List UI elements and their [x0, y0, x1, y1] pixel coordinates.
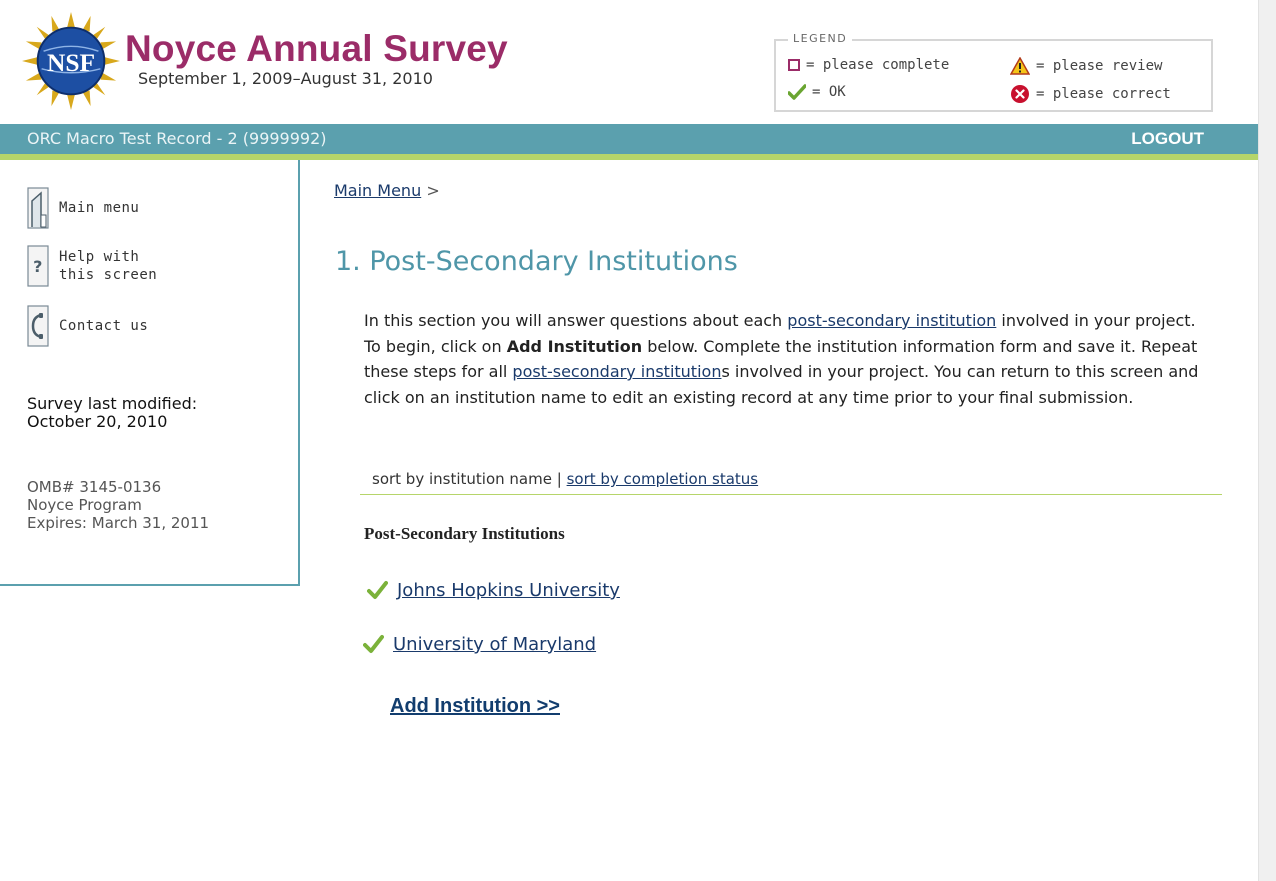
- site-title: Noyce Annual Survey: [125, 28, 508, 69]
- sidebar-item-main-menu[interactable]: [27, 187, 139, 229]
- sidebar-item-label: Contact us: [59, 318, 149, 334]
- home-door-icon: [27, 187, 49, 229]
- intro-text: In this section you will answer questions about each: [364, 311, 788, 330]
- record-bar: [0, 124, 1259, 160]
- checkmark-icon: [363, 634, 384, 655]
- sidebar-item-label: Help with: [59, 249, 140, 265]
- sidebar-item-help[interactable]: [27, 245, 157, 287]
- legend-label: = OK: [812, 84, 846, 100]
- record-title: ORC Macro Test Record - 2 (9999992): [27, 129, 327, 148]
- legend-item-review: [1010, 57, 1162, 75]
- page-title: 1. Post-Secondary Institutions: [335, 246, 738, 277]
- sort-options: [360, 470, 1222, 495]
- checkmark-icon: [788, 84, 806, 100]
- legend-label: = please correct: [1036, 86, 1171, 102]
- glossary-link-institution[interactable]: post-secondary institution: [787, 311, 997, 330]
- legend-label: = please review: [1036, 58, 1163, 74]
- institution-link[interactable]: University of Maryland: [393, 634, 597, 655]
- breadcrumb-main-menu-link[interactable]: Main Menu: [334, 181, 422, 200]
- error-icon: [1010, 84, 1030, 104]
- sidebar: [0, 160, 300, 586]
- intro-bold-text: Add Institution: [506, 336, 643, 356]
- legend-label: = please complete: [806, 57, 950, 73]
- legend-item-correct: [1010, 84, 1171, 104]
- expiration-date: Expires: March 31, 2011: [27, 514, 210, 532]
- sidebar-item-label: Main menu: [59, 200, 140, 216]
- svg-text:?: ?: [33, 257, 43, 276]
- intro-paragraph: [364, 308, 1212, 410]
- page-header: [0, 0, 1259, 124]
- logout-button[interactable]: LOGOUT: [1131, 129, 1204, 148]
- empty-box-icon: [788, 59, 800, 71]
- program-name: Noyce Program: [27, 496, 142, 514]
- sort-separator: |: [556, 470, 562, 488]
- warning-icon: [1010, 57, 1030, 75]
- breadcrumb-separator: >: [426, 181, 440, 200]
- legend-item-complete: [788, 57, 949, 73]
- sidebar-item-label: this screen: [59, 267, 158, 283]
- help-icon: [27, 245, 49, 287]
- institution-row: [363, 634, 596, 655]
- institution-row: [367, 580, 620, 601]
- institutions-heading: Post-Secondary Institutions: [364, 524, 565, 543]
- institution-link[interactable]: Johns Hopkins University: [397, 580, 620, 601]
- breadcrumb: [334, 181, 440, 200]
- omb-number: OMB# 3145-0136: [27, 478, 162, 496]
- glossary-link-institutions[interactable]: post-secondary institution: [512, 362, 722, 381]
- phone-icon: [27, 305, 49, 347]
- sidebar-item-label-group: [59, 248, 157, 284]
- checkmark-icon: [367, 580, 388, 601]
- nsf-logo: [22, 12, 120, 110]
- sidebar-item-contact[interactable]: [27, 305, 148, 347]
- survey-dates: September 1, 2009–August 31, 2010: [138, 69, 433, 88]
- add-institution-button[interactable]: Add Institution >>: [390, 695, 560, 717]
- last-modified-label: Survey last modified:: [27, 394, 198, 413]
- last-modified-date: October 20, 2010: [27, 412, 168, 431]
- sort-by-name-label: sort by institution name: [372, 470, 552, 488]
- intro-text: below. Complete the institution information form and save it. Repeat these steps for all: [364, 336, 1198, 381]
- vertical-scrollbar[interactable]: [1258, 0, 1276, 881]
- intro-text: involved in your project. To begin, click on: [364, 311, 1196, 356]
- sort-by-status-link[interactable]: sort by completion status: [566, 470, 759, 488]
- intro-text: s involved in your project. You can return to this screen and click on an institution name to edit an existing record at any time prior to your final submission.: [364, 362, 1199, 407]
- legend-box: [774, 32, 1213, 112]
- svg-text:NSF: NSF: [46, 47, 96, 77]
- legend-item-ok: [788, 84, 846, 100]
- legend-title: LEGEND: [788, 32, 852, 45]
